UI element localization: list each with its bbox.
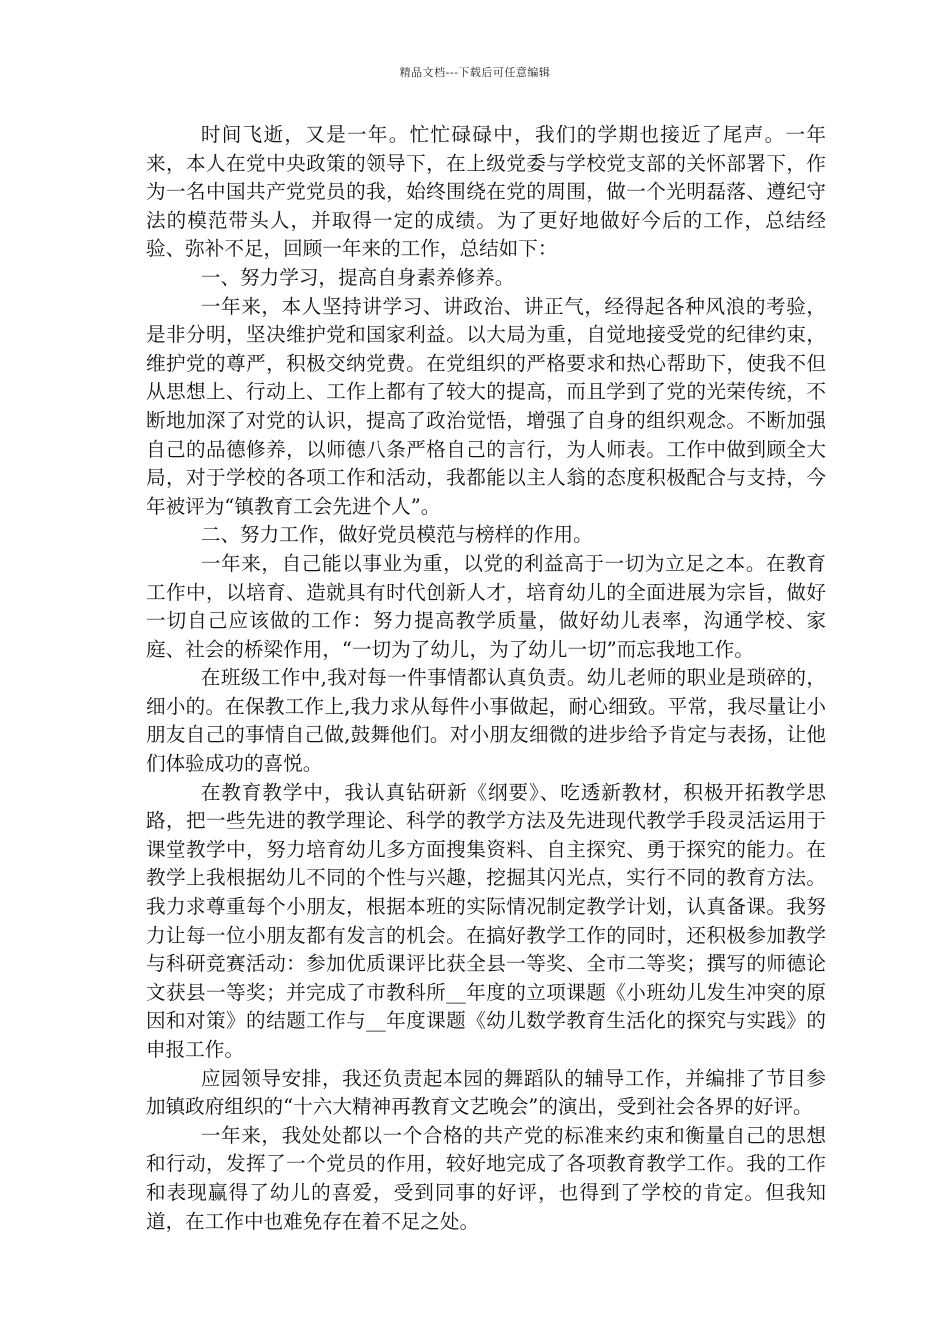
paragraph-study: 一年来，本人坚持讲学习、讲政治、讲正气，经得起各种风浪的考验，是非分明，坚决维护党和国家利益。以大局为重，自觉地接受党的纪律约束，维护党的尊严，积极交纳党费。在党组织的严格要求和热心帮助下，使我不但从思想上、行动上、工作上都有了较大的提高，而且学到了党的光荣传统，不断地加深了对党的认识，提高了政治觉悟，增强了自身的组织观念。不断加强自己的品德修养，以师德八条严格自己的言行，为人师表。工作中做到顾全大局，对于学校的各项工作和活动，我都能以主人翁的态度积极配合与支持，今年被评为“镇教育工会先进个人”。 xyxy=(146,294,826,518)
section-heading-2: 二、努力工作，做好党员模范与榜样的作用。 xyxy=(200,523,593,547)
paragraph-summary: 一年来，我处处都以一个合格的共产党的标准来约束和衡量自己的思想和行动，发挥了一个党员的作用，较好地完成了各项教育教学工作。我的工作和表现赢得了幼儿的喜爱，受到同事的好评，也得到了学校的肯定。但我知道，在工作中也难免存在着不足之处。 xyxy=(146,1123,826,1233)
section-heading-1: 一、努力学习，提高自身素养修养。 xyxy=(200,265,515,289)
paragraph-class-work: 在班级工作中,我对每一件事情都认真负责。幼儿老师的职业是琐碎的，细小的。在保教工作上,我力求从每件小事做起，耐心细致。平常，我尽量让小朋友自己的事情自己做,鼓舞他们。对小朋友细微的进步给予肯定与表扬，让他们体验成功的喜悦。 xyxy=(146,666,826,776)
paragraph-teaching: 在教育教学中，我认真钻研新《纲要》、吃透新教材，积极开拓教学思路，把一些先进的教学理论、科学的教学方法及先进现代教学手段灵活运用于课堂教学中，努力培育幼儿多方面搜集资料、自主探究、勇于探究的能力。在教学上我根据幼儿不同的个性与兴趣，挖掘其闪光点，实行不同的教育方法。我力求尊重每个小朋友，根据本班的实际情况制定教学计划，认真备课。我努力让每一位小朋友都有发言的机会。在搞好教学工作的同时，还积极参加教学与科研竞赛活动：参加优质课评比获全县一等奖、全市二等奖；撰写的师德论文获县一等奖；并完成了市教科所__年度的立项课题《小班幼儿发生冲突的原因和对策》的结题工作与__年度课题《幼儿数学教育生活化的探究与实践》的申报工作。 xyxy=(146,780,826,1061)
page-header: 精品文档---下载后可任意编辑 xyxy=(399,66,551,79)
paragraph-dance-team: 应园领导安排，我还负责起本园的舞蹈队的辅导工作，并编排了节目参加镇政府组织的“十六大精神再教育文艺晚会”的演出，受到社会各界的好评。 xyxy=(146,1066,826,1119)
paragraph-intro: 时间飞逝，又是一年。忙忙碌碌中，我们的学期也接近了尾声。一年来，本人在党中央政策的领导下，在上级党委与学校党支部的关怀部署下，作为一名中国共产党党员的我，始终围绕在党的周围，做一个光明磊落、遵纪守法的模范带头人，并取得一定的成绩。为了更好地做好今后的工作，总结经验、弥补不足，回顾一年来的工作，总结如下： xyxy=(146,123,826,261)
paragraph-work: 一年来，自己能以事业为重，以党的利益高于一切为立足之本。在教育工作中，以培育、造就具有时代创新人才，培育幼儿的全面进展为宗旨，做好一切自己应该做的工作：努力提高教学质量，做好幼儿表率，沟通学校、家庭、社会的桥梁作用，“一切为了幼儿，为了幼儿一切”而忘我地工作。 xyxy=(146,551,826,661)
document-body xyxy=(146,121,826,1236)
